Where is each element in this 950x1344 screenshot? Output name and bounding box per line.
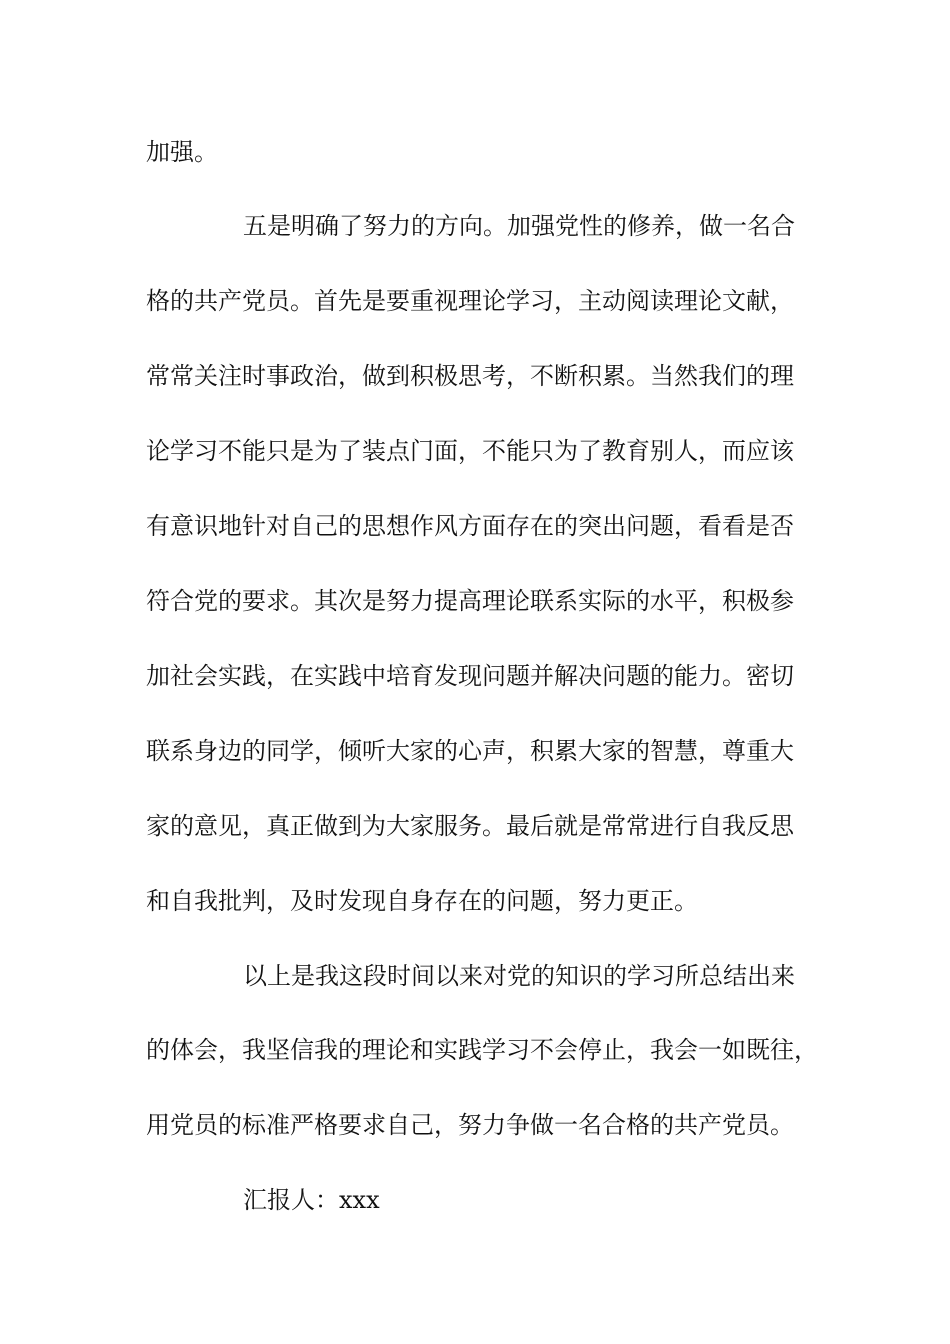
text-line: 和自我批判，及时发现自身存在的问题，努力更正。 bbox=[146, 887, 698, 915]
paragraph-first-line: 以上是我这段时间以来对党的知识的学习所总结出来 bbox=[243, 962, 795, 990]
paragraph-first-line: 五是明确了努力的方向。加强党性的修养，做一名合 bbox=[243, 212, 795, 240]
text-line: 格的共产党员。首先是要重视理论学习，主动阅读理论文献， bbox=[146, 287, 794, 315]
text-line: 符合党的要求。其次是努力提高理论联系实际的水平，积极参 bbox=[146, 587, 794, 615]
text-line: 的体会，我坚信我的理论和实践学习不会停止，我会一如既往， bbox=[146, 1036, 818, 1064]
text-line: 家的意见，真正做到为大家服务。最后就是常常进行自我反思 bbox=[146, 812, 794, 840]
text-line: 加强。 bbox=[146, 138, 218, 166]
text-line: 加社会实践，在实践中培育发现问题并解决问题的能力。密切 bbox=[146, 662, 794, 690]
text-line: 用党员的标准严格要求自己，努力争做一名合格的共产党员。 bbox=[146, 1111, 794, 1139]
signature: 汇报人：xxx bbox=[243, 1186, 380, 1214]
text-line: 论学习不能只是为了装点门面，不能只为了教育别人，而应该 bbox=[146, 437, 794, 465]
text-line: 联系身边的同学，倾听大家的心声，积累大家的智慧，尊重大 bbox=[146, 737, 794, 765]
text-line: 常常关注时事政治，做到积极思考，不断积累。当然我们的理 bbox=[146, 362, 794, 390]
text-line: 有意识地针对自己的思想作风方面存在的突出问题，看看是否 bbox=[146, 512, 794, 540]
